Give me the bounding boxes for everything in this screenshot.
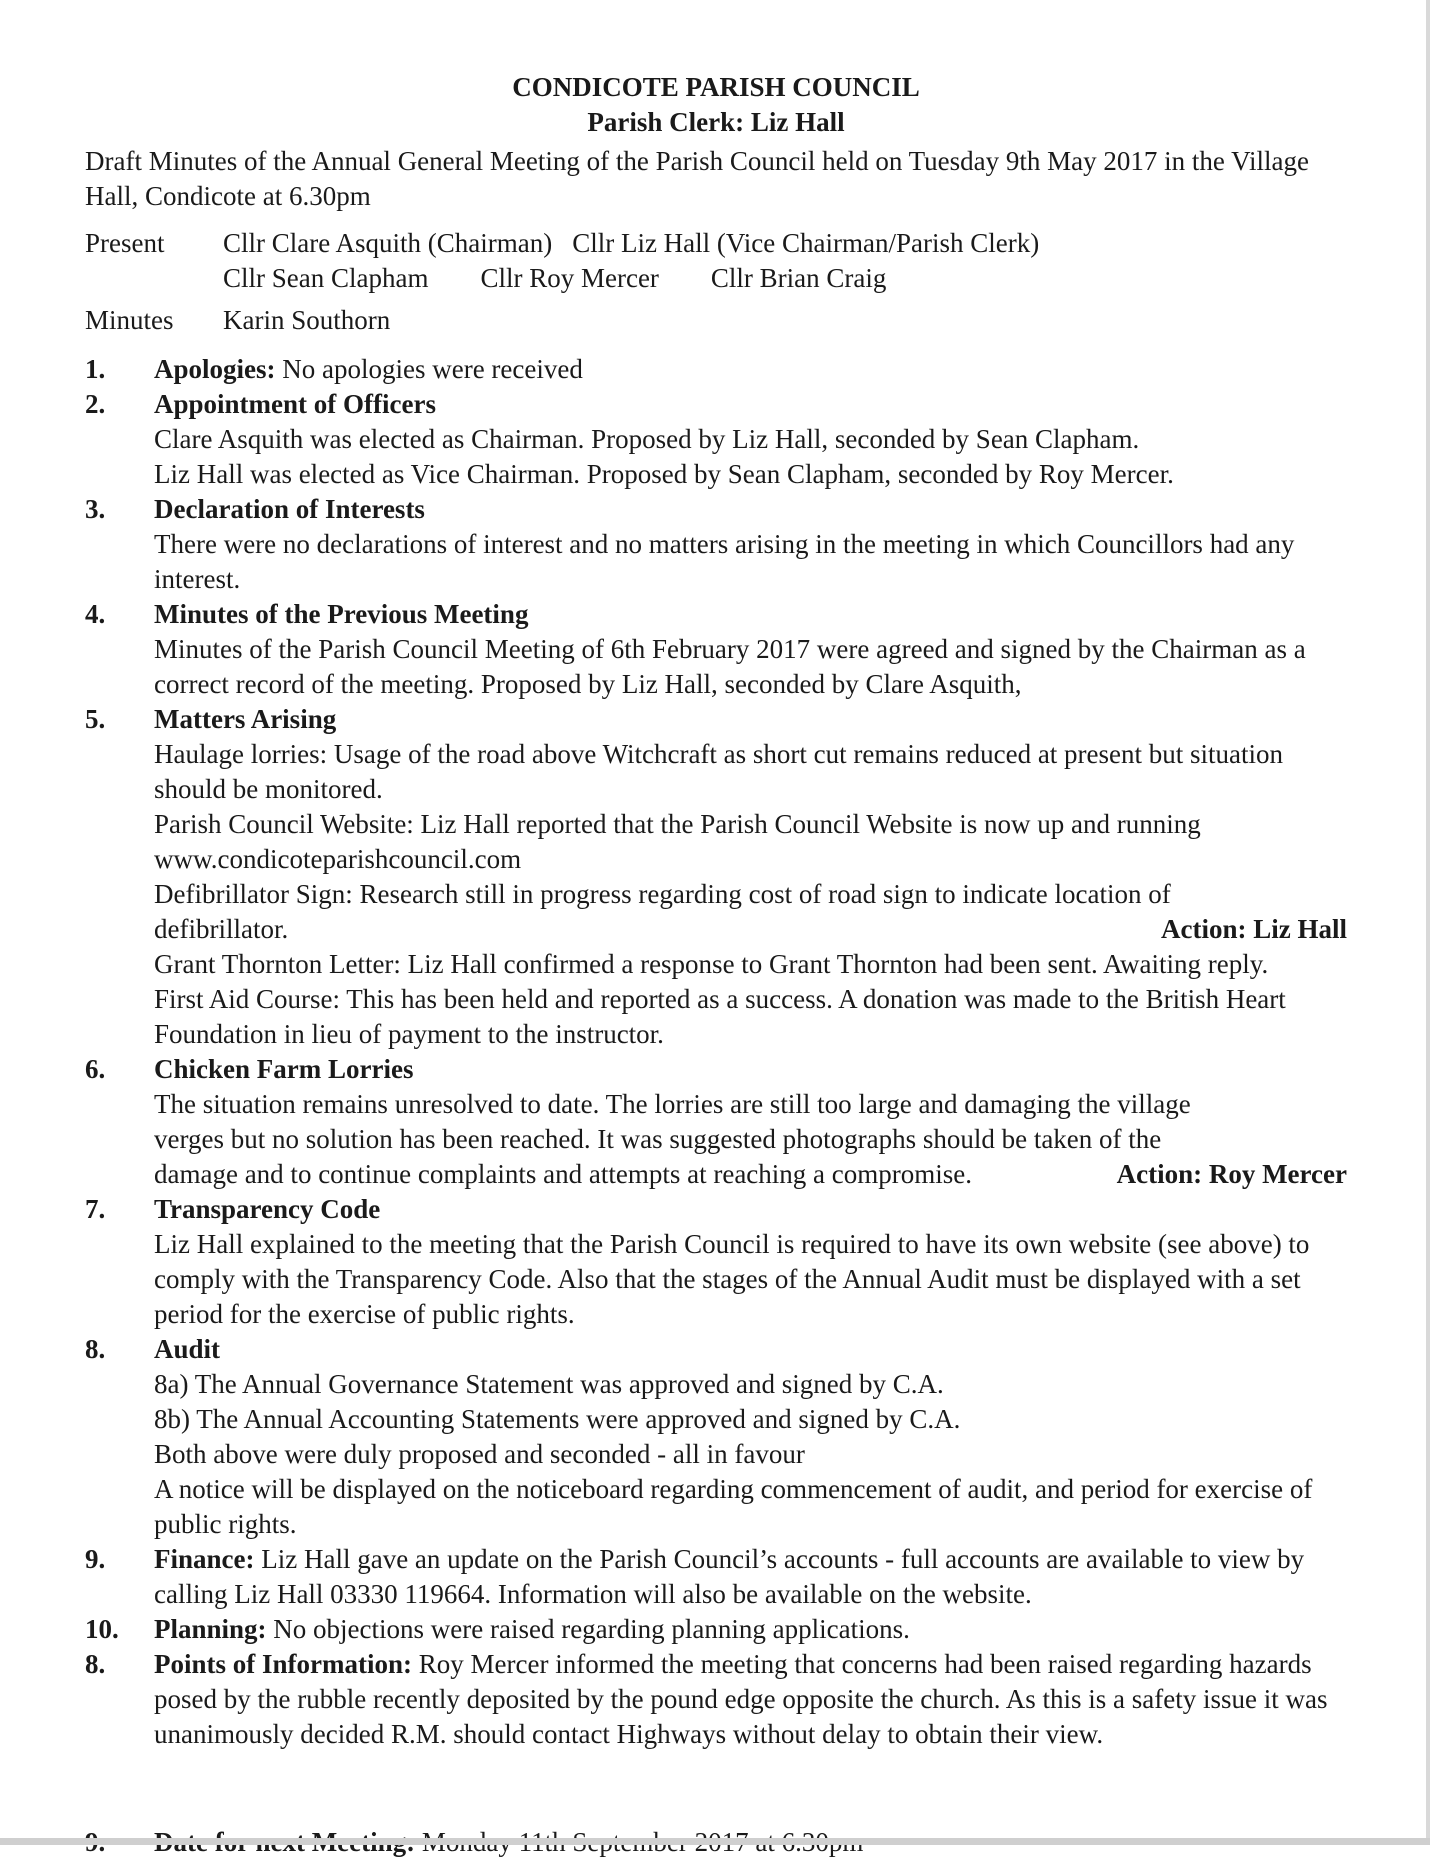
item-heading: Declaration of Interests: [154, 494, 425, 524]
item-paragraph: Liz Hall was elected as Vice Chairman. Proposed by Sean Clapham, seconded by Roy Mercer.: [154, 459, 1174, 489]
attendee: Cllr Sean Clapham: [223, 263, 429, 293]
item-number: 1.: [85, 354, 106, 384]
item-heading: Finance:: [154, 1544, 255, 1574]
item-heading: Appointment of Officers: [154, 389, 436, 419]
item-paragraph: Liz Hall explained to the meeting that the Parish Council is required to have its own website (see above) to comply with the Transparency Code. Also that the stages of the Annual Audit must be displayed with a set period for the exercise of public rights.: [154, 1229, 1310, 1329]
agenda-item-planning: [85, 1612, 1347, 1647]
item-heading: Planning:: [154, 1614, 267, 1644]
clerk-subtitle: Parish Clerk: Liz Hall: [587, 107, 845, 137]
meeting-intro: Draft Minutes of the Annual General Meeting of the Parish Council held on Tuesday 9th May 2017 in the Village Hall, Condicote at 6.30pm: [85, 146, 1309, 211]
item-heading: Transparency Code: [154, 1194, 381, 1224]
agenda-item-declaration-of-interests: [85, 492, 1347, 597]
item-paragraph: Both above were duly proposed and seconded - all in favour: [154, 1439, 805, 1469]
item-text: Roy Mercer informed the meeting that concerns had been raised regarding hazards posed by the rubble recently deposited by the pound edge opposite the church. As this is a safety issue it was unanimously decided R.M. should contact Highways without delay to obtain their view.: [154, 1649, 1328, 1749]
item-paragraph: A notice will be displayed on the noticeboard regarding commencement of audit, and period for exercise of public rights.: [154, 1474, 1313, 1539]
item-paragraph: Clare Asquith was elected as Chairman. Proposed by Liz Hall, seconded by Sean Clapham.: [154, 424, 1140, 454]
item-number: 7.: [85, 1194, 106, 1224]
item-paragraph: First Aid Course: This has been held and reported as a success. A donation was made to the British Heart Foundation in lieu of payment to the instructor.: [154, 984, 1286, 1049]
agenda-item-transparency-code: [85, 1192, 1347, 1332]
item-heading: Matters Arising: [154, 704, 337, 734]
item-paragraph: Parish Council Website: Liz Hall reported that the Parish Council Website is now up and running www.condicoteparishcouncil.com: [154, 809, 1201, 874]
item-number: 5.: [85, 704, 106, 734]
action-owner: Action: Liz Hall: [1161, 914, 1347, 944]
agenda-item-previous-minutes: [85, 597, 1347, 702]
item-paragraph: damage and to continue complaints and attempts at reaching a compromise.: [154, 1159, 972, 1189]
item-number: 6.: [85, 1054, 106, 1084]
minutes-taker-row: [85, 303, 1347, 338]
minutes-label: Minutes: [85, 305, 174, 335]
item-paragraph: Minutes of the Parish Council Meeting of 6th February 2017 were agreed and signed by the Chairman as a correct record of the meeting. Proposed by Liz Hall, seconded by Clare Asquith,: [154, 634, 1306, 699]
item-number: 2.: [85, 389, 106, 419]
item-paragraph: verges but no solution has been reached. It was suggested photographs should be taken of the: [154, 1124, 1162, 1154]
item-heading: Minutes of the Previous Meeting: [154, 599, 529, 629]
item-paragraph: There were no declarations of interest and no matters arising in the meeting in which Councillors had any interest.: [154, 529, 1295, 594]
item-number: 8.: [85, 1649, 106, 1679]
minutes-taker: Karin Southorn: [223, 305, 391, 335]
item-paragraph: Haulage lorries: Usage of the road above Witchcraft as short cut remains reduced at present but situation should be monitored.: [154, 739, 1284, 804]
present-row: [85, 226, 1347, 261]
agenda-item-matters-arising: [85, 702, 1347, 1052]
attendee: Cllr Clare Asquith (Chairman): [223, 228, 553, 258]
present-names-line2: [223, 261, 1347, 296]
item-heading: Audit: [154, 1334, 221, 1364]
item-heading: Apologies:: [154, 354, 276, 384]
attendee: Cllr Brian Craig: [710, 263, 887, 293]
attendee: Cllr Roy Mercer: [480, 263, 659, 293]
item-number: 9.: [85, 1544, 106, 1574]
item-number: 8.: [85, 1334, 106, 1364]
agenda-item-points-of-information: [85, 1647, 1347, 1752]
item-text: Liz Hall gave an update on the Parish Council’s accounts - full accounts are available to view by calling Liz Hall 03330 119664. Information will also be available on the website.: [154, 1544, 1305, 1609]
item-paragraph: 8b) The Annual Accounting Statements were approved and signed by C.A.: [154, 1404, 961, 1434]
item-paragraph: Defibrillator Sign: Research still in progress regarding cost of road sign to indicate location of: [154, 879, 1171, 909]
action-owner: Action: Roy Mercer: [1116, 1159, 1347, 1189]
agenda-item-finance: [85, 1542, 1347, 1612]
present-names-line1: [223, 226, 1347, 261]
item-paragraph: 8a) The Annual Governance Statement was approved and signed by C.A.: [154, 1369, 944, 1399]
item-number: 10.: [85, 1614, 119, 1644]
agenda-item-audit: [85, 1332, 1347, 1542]
item-heading: Points of Information:: [154, 1649, 412, 1679]
present-row-2: [85, 261, 1347, 296]
item-number: 4.: [85, 599, 106, 629]
item-text: No objections were raised regarding planning applications.: [266, 1614, 910, 1644]
attendee: Cllr Liz Hall (Vice Chairman/Parish Clerk): [572, 228, 1040, 258]
present-label: Present: [85, 228, 165, 258]
item-number: 3.: [85, 494, 106, 524]
minutes-document: [85, 70, 1347, 1752]
action-line: [154, 912, 1347, 947]
agenda-item-apologies: [85, 352, 1347, 387]
page-edge: [1426, 0, 1430, 1845]
item-paragraph: defibrillator.: [154, 914, 289, 944]
page-bottom-edge: [0, 1838, 1430, 1845]
item-paragraph: The situation remains unresolved to date. The lorries are still too large and damaging the village: [154, 1089, 1191, 1119]
agenda-item-appointment-of-officers: [85, 387, 1347, 492]
item-text: No apologies were received: [275, 354, 583, 384]
item-heading: Chicken Farm Lorries: [154, 1054, 414, 1084]
item-paragraph: Grant Thornton Letter: Liz Hall confirmed a response to Grant Thornton had been sent. Awaiting reply.: [154, 949, 1269, 979]
action-line: [154, 1157, 1347, 1192]
council-title: CONDICOTE PARISH COUNCIL: [512, 72, 920, 102]
agenda-item-chicken-farm-lorries: [85, 1052, 1347, 1192]
